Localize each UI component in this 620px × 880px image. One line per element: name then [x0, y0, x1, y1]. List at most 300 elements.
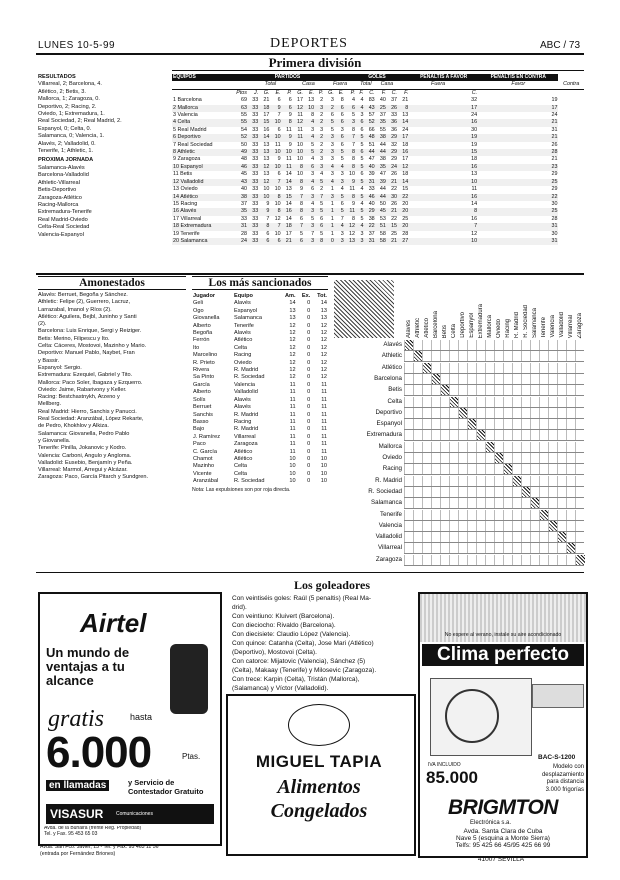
stat-cell: 10	[471, 237, 478, 244]
stat-cell: 22	[391, 186, 398, 193]
stat-cell: 7	[320, 193, 324, 200]
tapia-name: MIGUEL TAPIA	[255, 752, 383, 771]
stat-cell: 43	[368, 104, 375, 111]
stat-cell: 51	[368, 141, 375, 148]
stat-cell: 18	[263, 104, 270, 111]
stat-cell: 6	[277, 237, 281, 244]
amonestado-line: Celta: Cáceres, Mostovoi, Mazinho y Mario.	[38, 343, 147, 350]
stat-cell: 7	[311, 230, 315, 237]
column-header: F.	[404, 89, 409, 96]
stat-cell: 44	[379, 186, 386, 193]
airtel-hasta: hasta	[130, 712, 153, 722]
stat-cell: 1	[330, 223, 334, 230]
column-header: E.	[275, 89, 281, 96]
goleador-line: Con veintiséis goles: Raúl (5 penaltis) (Real Ma-	[232, 595, 372, 602]
stat-cell: 66	[368, 126, 375, 133]
stat-cell: 8	[299, 163, 303, 170]
stat-cell: 20	[402, 208, 409, 215]
matrix-row-cells	[404, 476, 584, 487]
sanction-count: 13	[289, 307, 296, 314]
stat-cell: 4	[330, 163, 334, 170]
standings-row	[172, 231, 584, 238]
sancionado-row	[192, 308, 328, 315]
standings-row	[172, 127, 584, 134]
stat-cell: 1	[330, 230, 334, 237]
column-header: E.	[338, 89, 344, 96]
matrix-col-team: Atlético	[424, 318, 430, 338]
stat-cell: 33	[252, 208, 259, 215]
standings-row	[172, 238, 584, 245]
stat-cell: 14	[402, 119, 409, 126]
stat-cell: 7	[351, 141, 355, 148]
matrix-col-team: Betis	[442, 324, 448, 338]
stat-cell: 33	[252, 171, 259, 178]
result-line: Espanyol, 0; Celta, 0.	[38, 125, 92, 132]
stat-cell: 8	[299, 200, 303, 207]
team-name: 19 Tenerife	[173, 230, 200, 237]
stat-cell: 33	[252, 156, 259, 163]
clima-headline: Clima perfecto	[422, 644, 584, 666]
result-line: Oviedo, 1; Extremadura, 1.	[38, 111, 105, 118]
matrix-cell	[575, 397, 585, 407]
sanction-count: 11	[321, 433, 327, 440]
visasur-bar	[46, 804, 214, 824]
sanction-count: 12	[320, 337, 327, 344]
stat-cell: 8	[320, 237, 324, 244]
matrix-col-team: Valencia	[550, 315, 556, 338]
matrix-cell	[575, 340, 585, 350]
stat-cell: 6	[360, 149, 364, 156]
stat-cell: 5	[330, 126, 334, 133]
player-name: García	[193, 381, 210, 388]
standings-row	[172, 201, 584, 208]
stat-cell: 3	[311, 126, 315, 133]
stat-cell: 6	[330, 112, 334, 119]
sanction-count: 12	[289, 322, 296, 329]
sanction-count: 12	[320, 352, 327, 359]
page-number: ABC / 73	[540, 40, 581, 51]
clima-model: BAC-S-1200	[538, 754, 576, 761]
matrix-cell	[575, 408, 585, 418]
amonestado-line: Larrazabal, Imanol y Ríos (2).	[38, 306, 112, 313]
phone-image	[170, 644, 208, 714]
stat-cell: 38	[379, 134, 386, 141]
stat-cell: 29	[368, 208, 375, 215]
team-name: 4 Celta	[173, 119, 191, 126]
amonestado-line: Athletic: Felipe (2), Guerrero, Lacruz,	[38, 299, 131, 306]
team-name: 2 Mallorca	[173, 104, 198, 111]
player-name: Begoña	[193, 330, 213, 337]
player-name: Marcelino	[193, 352, 218, 359]
stat-cell: 12	[296, 104, 303, 111]
player-team: Valladolid	[233, 389, 258, 396]
goleador-line: Con trece: Karpin (Celta), Tristán (Mallorca),	[232, 676, 360, 683]
standings-row	[172, 119, 584, 126]
stat-cell: 11	[297, 112, 303, 119]
stat-cell: 19	[551, 97, 558, 104]
stat-cell: 50	[379, 200, 386, 207]
tapia-emblem	[288, 704, 350, 746]
matrix-row-cells	[404, 453, 584, 464]
result-line: Atlético, 2; Betis, 3.	[38, 88, 86, 95]
team-name: 1 Barcelona	[173, 97, 202, 104]
amonestado-line: Extremadura: Ezequiel, Gabriel y Tito.	[38, 372, 133, 379]
standings-row	[172, 156, 584, 163]
matrix-row-team: Villarreal	[378, 544, 402, 552]
stat-cell: 49	[241, 149, 248, 156]
player-name: Alberto	[193, 389, 211, 396]
stat-cell: 5	[311, 141, 315, 148]
tapia-line1: Alimentos	[277, 776, 361, 798]
stat-cell: 3	[330, 134, 334, 141]
team-name: 6 Deportivo	[173, 134, 201, 141]
stat-cell: 24	[241, 237, 248, 244]
stat-cell: 10	[285, 149, 292, 156]
stat-cell: 33	[252, 149, 259, 156]
stat-cell: 4	[320, 171, 324, 178]
stat-cell: 3	[360, 230, 364, 237]
stat-cell: 1	[330, 200, 334, 207]
matrix-row-team: Celta	[387, 397, 402, 405]
sanction-count: 12	[289, 337, 296, 344]
matrix-row-cells	[404, 351, 584, 362]
sancionado-row	[192, 360, 328, 367]
stat-cell: 5	[320, 178, 324, 185]
results-column	[38, 74, 168, 239]
stat-cell: 17	[402, 134, 409, 141]
stat-cell: 8	[288, 119, 292, 126]
matrix-col-team: Zaragoza	[577, 312, 583, 338]
sub-casa: Casa	[293, 81, 324, 89]
stat-cell: 21	[551, 156, 558, 163]
sanction-count: 12	[320, 367, 327, 374]
next-round-list	[38, 165, 168, 239]
matrix-row	[334, 510, 584, 521]
sanction-count: 11	[321, 404, 327, 411]
stat-cell: 6	[277, 171, 281, 178]
sanction-count: 11	[321, 389, 327, 396]
stat-cell: 11	[286, 163, 292, 170]
column-header: C.	[369, 89, 375, 96]
stat-cell: 19	[471, 141, 478, 148]
player-name: Ogo	[193, 307, 204, 314]
stat-cell: 31	[368, 237, 375, 244]
stat-cell: 6	[277, 97, 281, 104]
matrix-row	[334, 543, 584, 554]
player-team: Racing	[233, 418, 252, 425]
stat-cell: 4	[311, 119, 315, 126]
matrix-col-team: Villarreal	[568, 314, 574, 338]
stat-cell: 11	[274, 141, 281, 148]
clima-desc: Modelo con desplazamiento para distancia 3.000 frigorías	[541, 764, 584, 793]
standings-row	[172, 134, 584, 141]
stat-cell: 10	[471, 178, 478, 185]
stat-cell: 2	[330, 104, 334, 111]
stat-cell: 24	[471, 112, 478, 119]
next-match-line: Valencia-Espanyol	[38, 231, 84, 238]
amonestado-line: Real Sociedad: Aranzábal, López Rekarte,	[38, 416, 144, 423]
stat-cell: 3	[320, 126, 324, 133]
stat-cell: 8	[351, 193, 355, 200]
clima-ad	[418, 592, 588, 858]
matrix-cell	[575, 363, 585, 373]
results-list	[38, 81, 168, 155]
stat-cell: 5	[351, 112, 355, 119]
player-team: Racing	[233, 352, 252, 359]
stat-cell: 16	[263, 126, 270, 133]
player-team: Espanyol	[233, 307, 257, 314]
matrix-cell	[575, 442, 585, 452]
sancionado-row	[192, 367, 328, 374]
standings-row	[172, 216, 584, 223]
sancionado-row	[192, 404, 328, 411]
stat-cell: 5	[320, 230, 324, 237]
stat-cell: 10	[274, 149, 281, 156]
stat-cell: 13	[402, 112, 409, 119]
player-team: Atlético	[233, 455, 253, 462]
stat-cell: 13	[263, 149, 270, 156]
sub-total: Total	[248, 81, 293, 89]
stat-cell: 5	[360, 156, 364, 163]
player-team: Atlético	[233, 337, 253, 344]
stat-cell: 50	[241, 141, 248, 148]
stat-cell: 6	[340, 200, 344, 207]
matrix-cell	[575, 476, 585, 486]
matrix-row-team: Athletic	[381, 352, 402, 360]
stat-cell: 33	[252, 223, 259, 230]
stat-cell: 44	[379, 193, 386, 200]
stat-cell: 55	[379, 126, 386, 133]
next-match-line: Racing-Mallorca	[38, 201, 79, 208]
stat-cell: 5	[360, 163, 364, 170]
stat-cell: 22	[391, 215, 398, 222]
stat-cell: 7	[277, 178, 281, 185]
stat-cell: 6	[340, 134, 344, 141]
player-team: Alavés	[233, 300, 251, 307]
stat-cell: 3	[340, 171, 344, 178]
stat-cell: 4	[340, 223, 344, 230]
result-line: Salamanca, 0; Valencia, 1.	[38, 133, 105, 140]
matrix-row-cells	[404, 521, 584, 532]
standings-row	[172, 164, 584, 171]
matrix-row-cells	[404, 555, 584, 566]
stat-cell: 51	[379, 223, 386, 230]
stat-cell: 2	[320, 186, 324, 193]
stat-cell: 6	[340, 141, 344, 148]
stat-cell: 7	[299, 223, 303, 230]
stat-cell: 33	[252, 193, 259, 200]
sanction-count: 0	[307, 448, 311, 455]
player-team: Oviedo	[233, 359, 252, 366]
sanction-count: 0	[307, 426, 311, 433]
stat-cell: 35	[379, 119, 386, 126]
stat-cell: 3	[351, 119, 355, 126]
stat-cell: 12	[263, 163, 270, 170]
matrix-col-team: Barcelona	[433, 310, 439, 338]
stat-cell: 46	[241, 163, 248, 170]
stat-cell: 15	[402, 186, 409, 193]
matrix-row	[334, 498, 584, 509]
stat-cell: 22	[402, 193, 409, 200]
stat-cell: 3	[360, 237, 364, 244]
stat-cell: 44	[379, 149, 386, 156]
group-partidos: PARTIDOS	[230, 74, 345, 81]
amonestado-line: de Pedro, Khokhlov y Alkiza.	[38, 423, 109, 430]
amonestado-line: Espanyol: Sergio.	[38, 364, 82, 371]
stat-cell: 6	[299, 215, 303, 222]
goleador-line: Con veintiuno: Kluivert (Barcelona).	[232, 613, 335, 620]
stat-cell: 2	[320, 134, 324, 141]
team-name: 16 Alavés	[173, 208, 197, 215]
stat-cell: 31	[368, 178, 375, 185]
stat-cell: 33	[252, 178, 259, 185]
team-name: 15 Racing	[173, 200, 198, 207]
stat-cell: 26	[391, 104, 398, 111]
stat-cell: 12	[348, 230, 355, 237]
result-line: Deportivo, 2; Racing, 2.	[38, 103, 97, 110]
stat-cell: 83	[368, 97, 375, 104]
matrix-row-team: Racing	[382, 465, 402, 473]
airtel-gratis: gratis	[48, 706, 105, 732]
sancionados-title: Los más sancionados	[192, 276, 328, 290]
stat-cell: 63	[241, 104, 248, 111]
sanction-count: 10	[320, 463, 327, 470]
matrix-row-team: Zaragoza	[375, 555, 402, 563]
column-header: G.	[297, 89, 303, 96]
stat-cell: 5	[330, 119, 334, 126]
clima-address	[424, 828, 582, 849]
stat-cell: 3	[340, 237, 344, 244]
standings-row	[172, 186, 584, 193]
sanction-count: 0	[307, 322, 311, 329]
goleador-line: Con diecisiete: Claudio López (Valencia).	[232, 631, 351, 638]
amonestado-line: Racing: Bestchastnykh, Arzeno y	[38, 394, 120, 401]
stat-cell: 10	[274, 134, 281, 141]
stat-cell: 30	[551, 200, 558, 207]
matrix-col-team: Athletic	[415, 318, 421, 338]
matrix-col-team: Racing	[505, 319, 511, 338]
matrix-row-team: R. Sociedad	[368, 487, 402, 495]
standings-table	[172, 74, 584, 245]
goleador-line: Con dieciocho: Rivaldo (Barcelona).	[232, 622, 336, 629]
stat-cell: 21	[402, 97, 409, 104]
stat-cell: 3	[311, 193, 315, 200]
matrix-cell	[575, 351, 585, 361]
stat-cell: 21	[391, 208, 398, 215]
sub-g-fuera: Fuera	[398, 81, 478, 89]
player-team: Valencia	[233, 381, 256, 388]
player-team: Zaragoza	[233, 441, 258, 448]
stat-cell: 40	[368, 163, 375, 170]
stat-cell: 25	[402, 215, 409, 222]
stat-cell: 4	[311, 200, 315, 207]
stat-cell: 25	[551, 178, 558, 185]
stat-cell: 9	[351, 178, 355, 185]
stat-cell: 14	[285, 200, 292, 207]
stat-cell: 31	[551, 237, 558, 244]
sanction-count: 12	[320, 330, 327, 337]
sanction-count: 0	[307, 441, 311, 448]
stat-cell: 5	[360, 141, 364, 148]
sancionado-row	[192, 426, 328, 433]
matrix-row	[334, 476, 584, 487]
stat-cell: 6	[360, 171, 364, 178]
matrix-row	[334, 363, 584, 374]
stat-cell: 6	[360, 126, 364, 133]
stat-cell: 33	[252, 200, 259, 207]
airtel-addr3: Avda. San Fco. Javier, 13 - Tel. y Fax. 95 463 11 56	[40, 844, 159, 850]
stat-cell: 31	[551, 126, 558, 133]
team-name: 10 Espanyol	[173, 163, 203, 170]
matrix-row-team: Barcelona	[374, 374, 402, 382]
matrix-row-cells	[404, 374, 584, 385]
amonestado-line: (2).	[38, 321, 47, 328]
stat-cell: 54	[241, 126, 248, 133]
stat-cell: 14	[263, 134, 270, 141]
stat-cell: 21	[285, 237, 292, 244]
stat-cell: 52	[241, 134, 248, 141]
sanction-count: 12	[289, 367, 296, 374]
sancionado-row	[192, 456, 328, 463]
sancionados-note: Nota: Las expulsiones son por roja directa.	[192, 486, 291, 493]
visasur-logo: VISASUR	[50, 807, 104, 821]
stat-cell: 33	[252, 104, 259, 111]
standings-row	[172, 142, 584, 149]
stat-cell: 33	[252, 230, 259, 237]
stat-cell: 6	[311, 163, 315, 170]
stat-cell: 10	[348, 171, 355, 178]
standings-row	[172, 208, 584, 215]
team-name: 20 Salamanca	[173, 237, 208, 244]
next-match-line: Extremadura-Tenerife	[38, 209, 92, 216]
matrix-row	[334, 419, 584, 430]
stat-cell: 8	[299, 208, 303, 215]
stat-cell: 10	[274, 119, 281, 126]
matrix-row-team: Valencia	[378, 521, 402, 529]
team-name: 18 Extremadura	[173, 223, 212, 230]
matrix-row-cells	[404, 498, 584, 509]
matrix-row	[334, 555, 584, 566]
player-name: Paco	[193, 441, 206, 448]
matrix-col-team: Valladolid	[559, 312, 565, 338]
stat-cell: 35	[241, 208, 248, 215]
player-team: Celta	[233, 463, 248, 470]
stat-cell: 28	[551, 149, 558, 156]
stat-cell: 48	[241, 156, 248, 163]
matrix-row-team: Mallorca	[378, 442, 402, 450]
stat-cell: 13	[348, 237, 355, 244]
stat-cell: 12	[348, 223, 355, 230]
stat-cell: 11	[471, 186, 478, 193]
sanction-count: 12	[320, 359, 327, 366]
matrix-row-cells	[404, 487, 584, 498]
sanc-head-jugador: Jugador	[193, 293, 216, 299]
stat-cell: 6	[288, 97, 292, 104]
amonestado-line: Valladolid: Eusebio, Benjamín y Peña.	[38, 459, 133, 466]
goleador-line: (Salamanca) y Víctor (Valladolid).	[232, 685, 329, 692]
stat-cell: 15	[263, 119, 270, 126]
matrix-row-cells	[404, 442, 584, 453]
stat-cell: 38	[241, 193, 248, 200]
clima-price: 85.000	[426, 768, 478, 787]
sanction-count: 0	[307, 307, 311, 314]
sanction-count: 10	[289, 463, 296, 470]
sanction-count: 0	[307, 367, 311, 374]
amonestados-title: Amonestados	[38, 276, 186, 290]
stat-cell: 6	[340, 104, 344, 111]
sanction-count: 0	[307, 337, 311, 344]
stat-cell: 33	[252, 163, 259, 170]
